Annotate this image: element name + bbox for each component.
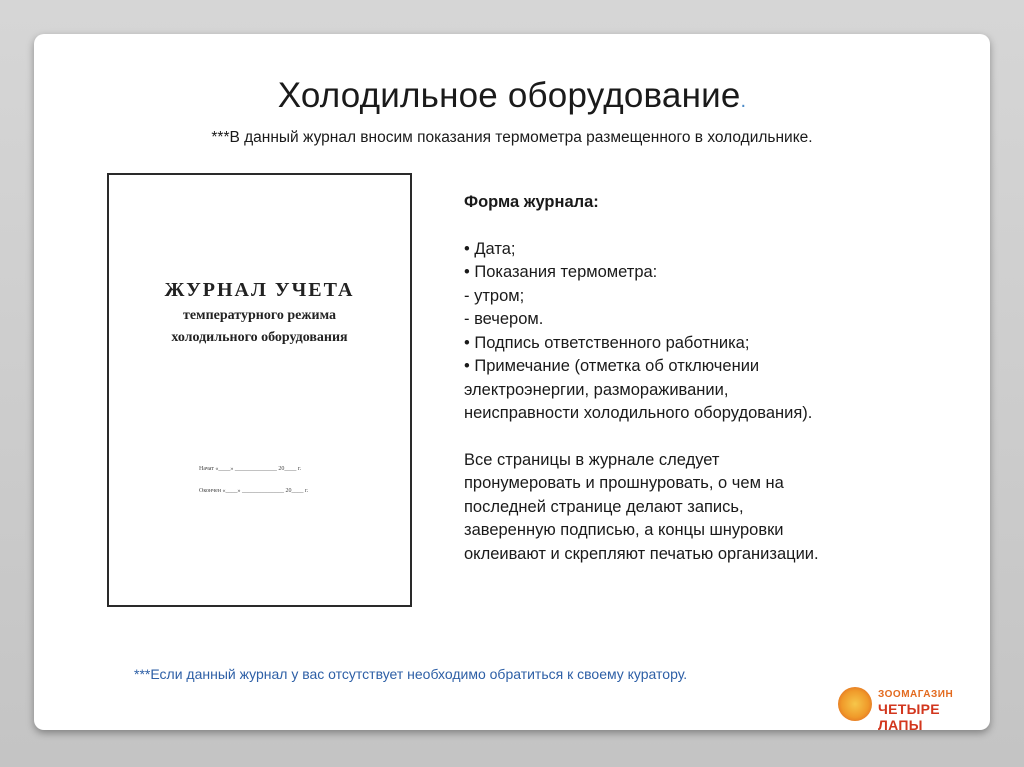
paragraph-line: последней странице делают запись, (464, 497, 744, 516)
journal-form-description (464, 191, 934, 566)
cover-start-line: Начат «____» ______________ 20____ г. (199, 466, 302, 472)
paw-logo-icon (838, 687, 872, 721)
cover-end-line: Окончен «____» ______________ 20____ г. (199, 488, 309, 494)
cover-title: ЖУРНАЛ УЧЕТА (164, 279, 355, 301)
paragraph-line: заверенную подписью, а концы шнуровки (464, 521, 784, 539)
title-suffix: . (740, 90, 747, 112)
cover-subtitle-line2: холодильного оборудования (171, 330, 348, 345)
logo-line2: ЧЕТЫРЕ ЛАПЫ (878, 701, 940, 733)
slide (34, 34, 990, 733)
form-item: электроэнергии, размораживании, (464, 380, 729, 399)
paragraph-line: пронумеровать и прошнуровать, о чем на (464, 474, 784, 492)
journal-cover-image (107, 173, 412, 607)
form-item: неисправности холодильного оборудования). (464, 404, 813, 422)
curator-footnote: ***Если данный журнал у вас отсутствует необходимо обратиться к своему куратору. (134, 666, 688, 682)
spacer (464, 426, 934, 449)
title-text: Холодильное оборудование (277, 76, 741, 115)
form-item: - утром; (464, 286, 525, 305)
cover-subtitle-line1: температурного режима (182, 308, 337, 323)
form-item: • Примечание (отметка об отключении (464, 357, 760, 375)
slide-subtitle: ***В данный журнал вносим показания термометра размещенного в холодильнике. (211, 129, 813, 146)
paragraph-line: Все страницы в журнале следует (464, 450, 720, 469)
form-item: • Подпись ответственного работника; (464, 333, 750, 352)
slide-title (34, 76, 990, 116)
form-item: • Дата; (464, 239, 516, 258)
form-item: - вечером. (464, 310, 544, 328)
paragraph-line: оклеивают и скрепляют печатью организации. (464, 544, 819, 563)
form-heading: Форма журнала: (464, 193, 599, 211)
form-item: • Показания термометра: (464, 263, 658, 281)
store-logo (838, 687, 983, 733)
logo-line1: ЗООМАГАЗИН (878, 689, 954, 700)
